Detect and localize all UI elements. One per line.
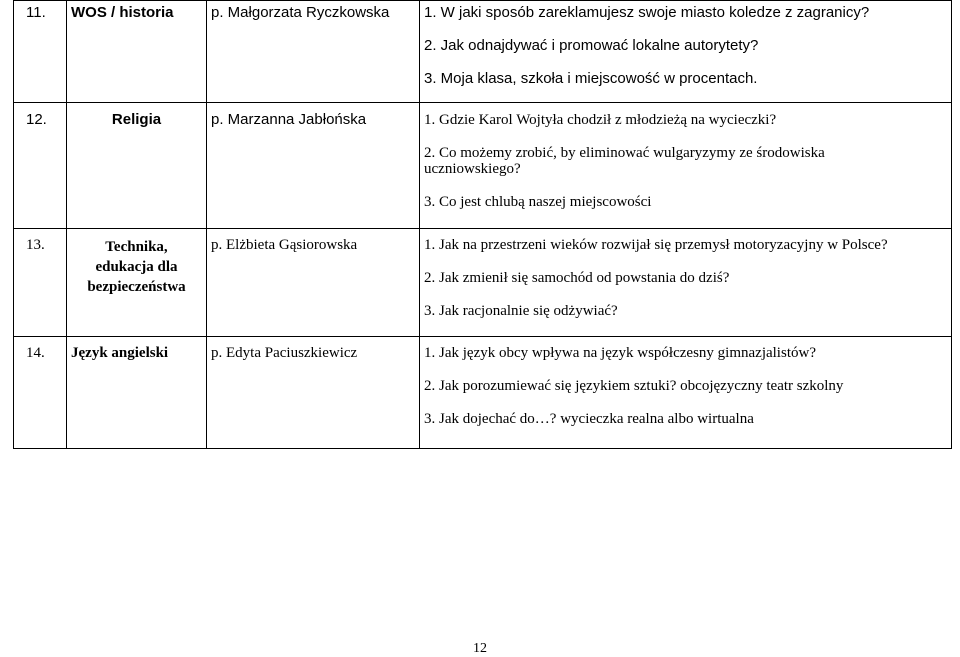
teacher-cell: p. Elżbieta Gąsiorowska [207, 229, 420, 337]
subject-cell: Religia [67, 103, 207, 229]
subject-cell: WOS / historia [67, 1, 207, 103]
subject-cell [67, 229, 207, 337]
questions-cell [420, 1, 952, 103]
question: 2. Jak odnajdywać i promować lokalne autorytety? [424, 37, 759, 54]
row-number: 12. [14, 103, 67, 229]
question: 1. W jaki sposób zareklamujesz swoje miasto koledze z zagranicy? [424, 4, 870, 21]
question: 2. Co możemy zrobić, by eliminować wulgaryzymy ze środowiska uczniowskiego? [424, 145, 825, 177]
question: 1. Jak język obcy wpływa na język współczesny gimnazjalistów? [424, 345, 816, 361]
teacher-cell: p. Małgorzata Ryczkowska [207, 1, 420, 103]
questions-cell [420, 103, 952, 229]
question: 2. Jak porozumiewać się językiem sztuki? obcojęzyczny teatr szkolny [424, 378, 844, 394]
questions-cell [420, 229, 952, 337]
table-row [14, 229, 952, 337]
questions-cell [420, 337, 952, 449]
topics-table [13, 0, 952, 449]
row-number: 11. [14, 1, 67, 103]
question: 3. Co jest chlubą naszej miejscowości [424, 194, 652, 210]
subject-label: Technika, edukacja dla bezpieczeństwa [87, 239, 186, 295]
question: 1. Gdzie Karol Wojtyła chodził z młodzieżą na wycieczki? [424, 112, 777, 128]
row-number: 14. [14, 337, 67, 449]
table-row [14, 1, 952, 103]
teacher-cell: p. Marzanna Jabłońska [207, 103, 420, 229]
question: 3. Moja klasa, szkoła i miejscowość w procentach. [424, 70, 758, 87]
page-number: 12 [473, 641, 487, 656]
question: 2. Jak zmienił się samochód od powstania do dziś? [424, 270, 730, 286]
question: 3. Jak racjonalnie się odżywiać? [424, 303, 618, 319]
row-number: 13. [14, 229, 67, 337]
question: 1. Jak na przestrzeni wieków rozwijał się przemysł motoryzacyjny w Polsce? [424, 237, 888, 253]
table-row [14, 337, 952, 449]
table-row [14, 103, 952, 229]
teacher-cell: p. Edyta Paciuszkiewicz [207, 337, 420, 449]
subject-cell: Język angielski [67, 337, 207, 449]
question: 3. Jak dojechać do…? wycieczka realna albo wirtualna [424, 411, 754, 427]
